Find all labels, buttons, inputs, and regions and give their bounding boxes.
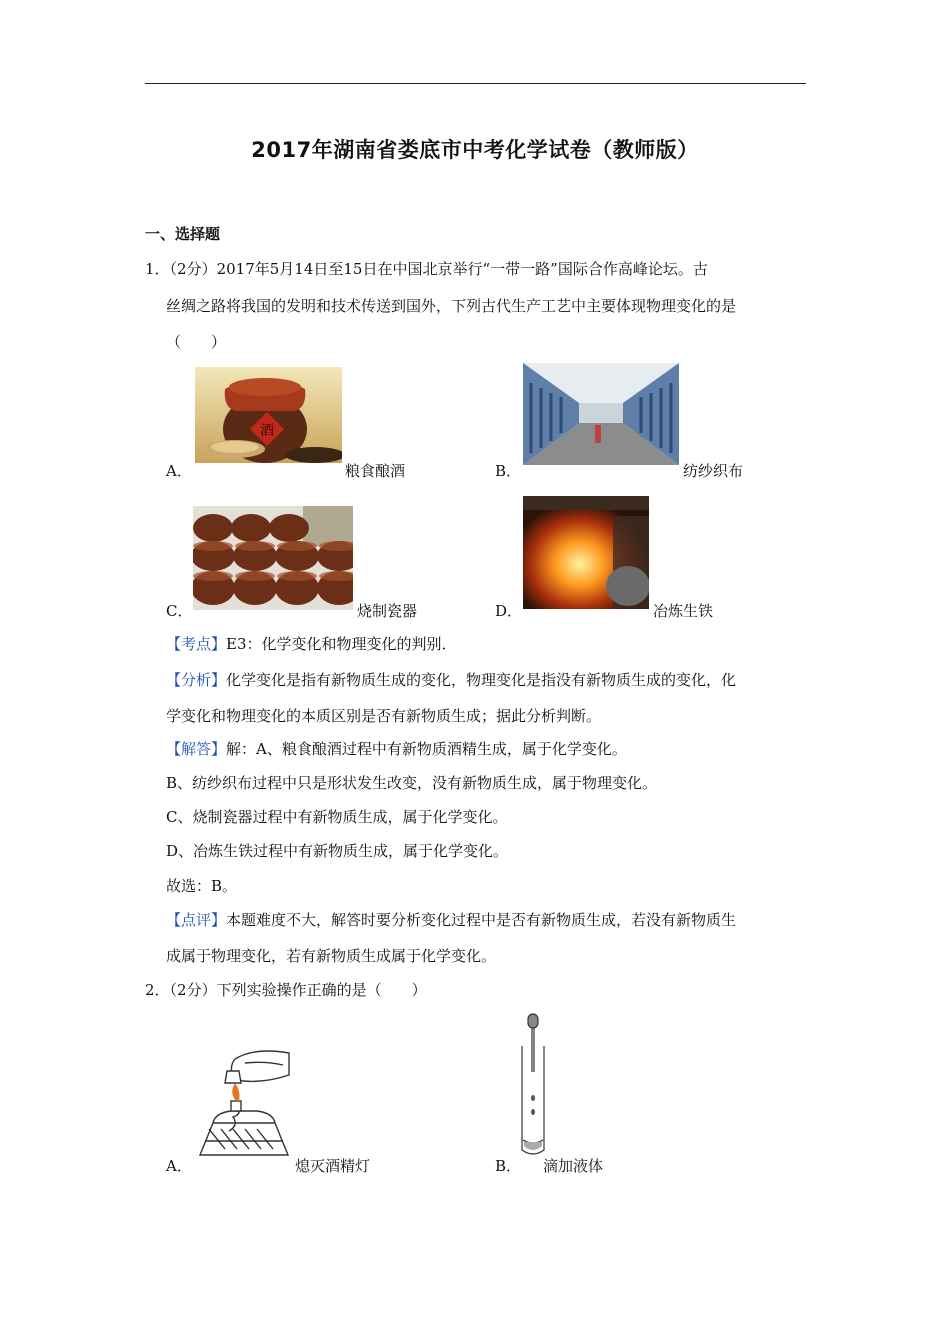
alcohol-lamp-image xyxy=(195,1045,293,1160)
dianping-text1: 本题难度不大，解答时要分析变化过程中是否有新物质生成，若没有新物质生 xyxy=(226,911,737,929)
q2-option-b-text: 滴加液体 xyxy=(543,1157,604,1175)
q2-option-a-letter: A． xyxy=(166,1157,192,1175)
q2-option-b-letter: B． xyxy=(495,1157,522,1175)
q1-option-c-text: 烧制瓷器 xyxy=(357,602,418,620)
dianping-line2: 成属于物理变化，若有新物质生成属于化学变化。 xyxy=(166,947,497,965)
q1-option-a-letter: A． xyxy=(166,462,192,480)
q1-option-a-text: 粮食酿酒 xyxy=(345,462,406,480)
header-rule xyxy=(145,83,806,84)
section-heading: 一、选择题 xyxy=(145,225,221,243)
dianping-line1 xyxy=(166,909,736,930)
jieda-text1: 解：A、粮食酿酒过程中有新物质酒精生成，属于化学变化。 xyxy=(226,740,627,758)
jieda-line2: B、纺纱织布过程中只是形状发生改变，没有新物质生成，属于物理变化。 xyxy=(166,774,658,792)
q1-option-b-text: 纺纱织布 xyxy=(683,462,744,480)
jieda-line4: D、冶炼生铁过程中有新物质生成，属于化学变化。 xyxy=(166,842,509,860)
kaodian-tag: 【考点】 xyxy=(166,635,227,653)
dropper-test-tube-image xyxy=(518,1012,548,1157)
q2-stem: 2．（2分）下列实验操作正确的是（ ） xyxy=(145,981,427,999)
jieda-line3: C、烧制瓷器过程中有新物质生成，属于化学变化。 xyxy=(166,808,508,826)
q1-stem-line2: 丝绸之路将我国的发明和技术传送到国外，下列古代生产工艺中主要体现物理变化的是 xyxy=(166,297,737,315)
q2-option-a-text: 熄灭酒精灯 xyxy=(295,1157,371,1175)
spinning-mill-image xyxy=(523,363,679,465)
jar-label: 酒 xyxy=(260,423,274,439)
page-title: 2017年湖南省娄底市中考化学试卷（教师版） xyxy=(251,138,699,162)
q1-option-d-text: 冶炼生铁 xyxy=(653,602,714,620)
q1-option-d-letter: D． xyxy=(495,602,523,620)
jieda-line1 xyxy=(166,738,627,759)
iron-smelting-image xyxy=(523,496,649,609)
kaodian-text: E3：化学变化和物理变化的判别． xyxy=(226,635,457,653)
jieda-tag: 【解答】 xyxy=(166,740,227,758)
fenxi-tag: 【分析】 xyxy=(166,671,227,689)
answer-line: 故选：B。 xyxy=(166,877,238,895)
fenxi-line2: 学变化和物理变化的本质区别是否有新物质生成；据此分析判断。 xyxy=(166,707,602,725)
porcelain-jars-image xyxy=(193,506,353,610)
kaodian-line xyxy=(166,633,457,654)
q1-stem-line1: 1．（2分）2017年5月14日至15日在中国北京举行“一带一路”国际合作高峰论坛。古 xyxy=(145,260,708,278)
fenxi-text1: 化学变化是指有新物质生成的变化，物理变化是指没有新物质生成的变化，化 xyxy=(226,671,737,689)
fenxi-line1 xyxy=(166,669,736,690)
dianping-tag: 【点评】 xyxy=(166,911,227,929)
q1-stem-line3: （ ） xyxy=(166,333,227,351)
q1-option-c-letter: C． xyxy=(166,602,193,620)
q1-option-b-letter: B． xyxy=(495,462,522,480)
wine-jar-image xyxy=(195,367,342,463)
